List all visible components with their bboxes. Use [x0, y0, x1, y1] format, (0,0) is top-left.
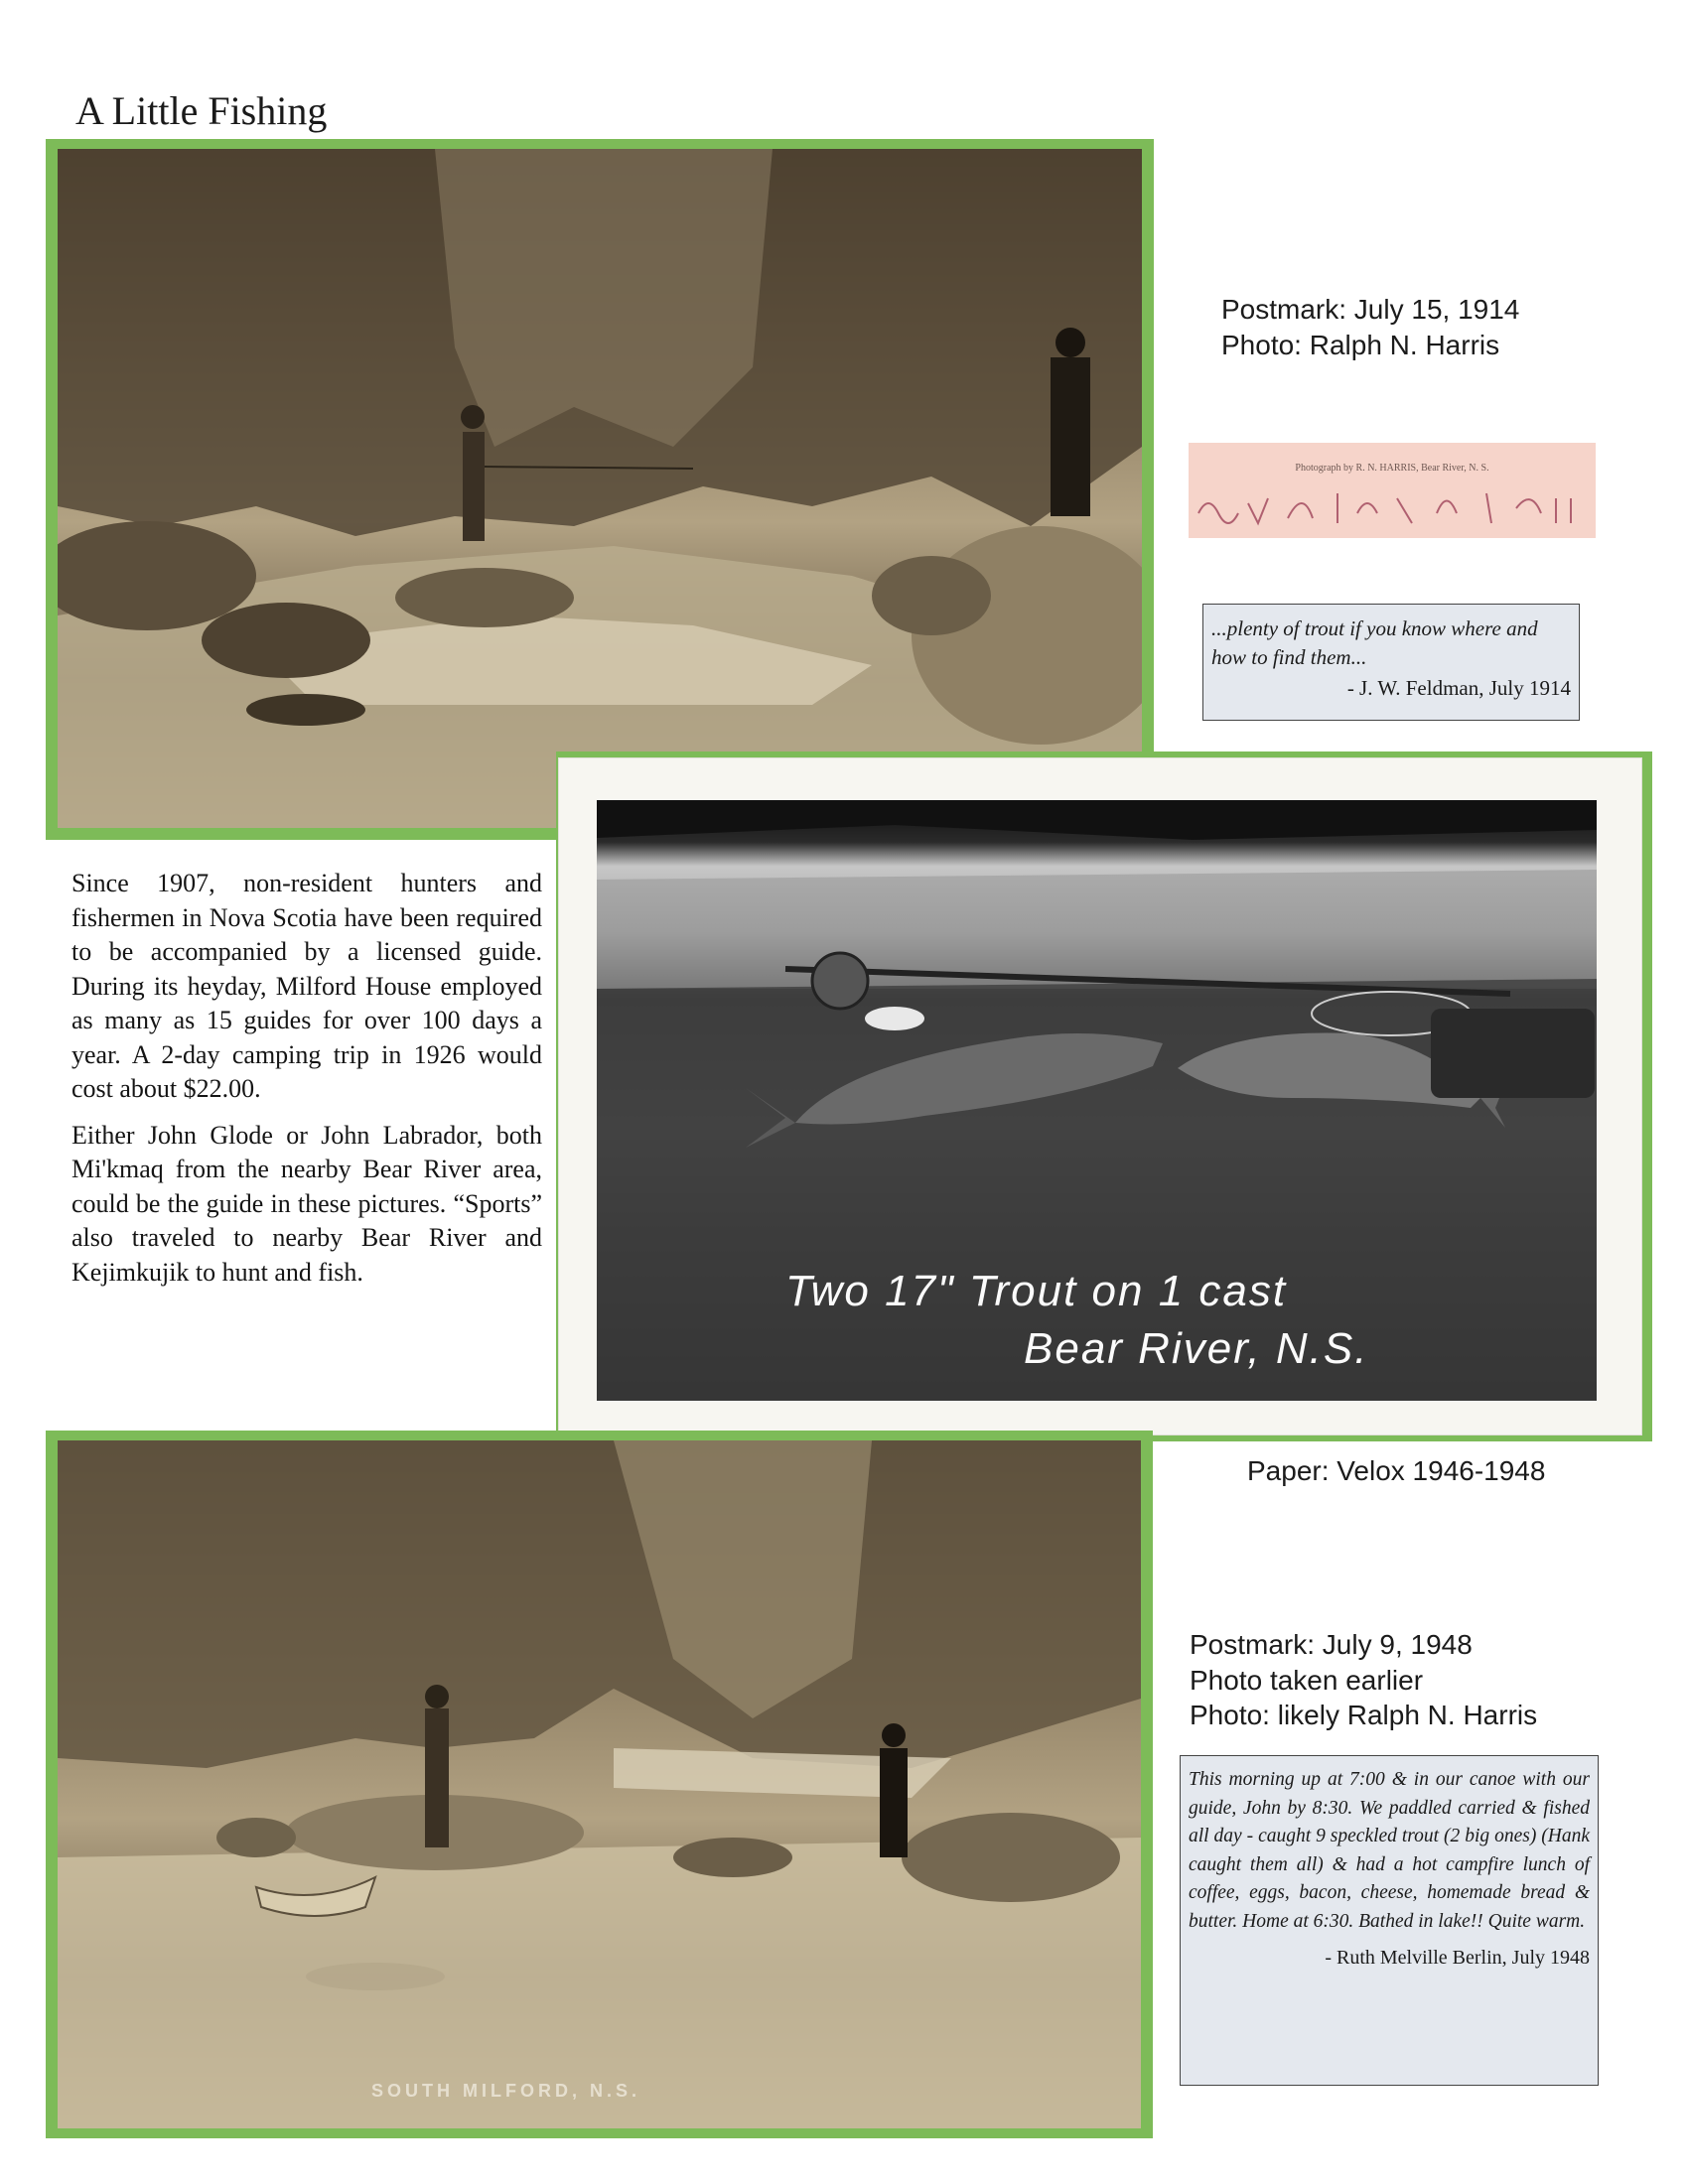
quote-text-berlin: This morning up at 7:00 & in our canoe with our guide, John by 8:30. We paddled carried & fished all day - caught 9 speckled trout (2 big ones) (Hank caught them all) & had a hot campfire lunch of coffee, eggs, bacon, cheese, homemade bread & butter. Home at 6:30. Bathed in lake!! Quite warm. [1189, 1769, 1590, 1932]
fishing-stream-photo-1914 [58, 149, 1142, 828]
body-paragraph-2: Either John Glode or John Labrador, both Mi'kmaq from the nearby Bear River area, could be the guide in these pictures. “Sports” also traveled to nearby Bear River and Kejimkujik to hunt and fish. [71, 1120, 542, 1287]
quote-attribution-berlin: - Ruth Melville Berlin, July 1948 [1325, 1947, 1590, 1969]
photo1-photographer-caption: Photo: Ralph N. Harris [1221, 330, 1500, 360]
photo3-photographer-caption: Photo: likely Ralph N. Harris [1190, 1700, 1538, 1730]
body-text [71, 867, 542, 1301]
photographer-stamp-text: Photograph by R. N. HARRIS, Bear River, N. S. [1295, 463, 1489, 474]
quote-box-berlin [1180, 1755, 1599, 2086]
page-title: A Little Fishing [75, 88, 328, 133]
trout-photo-1948 [597, 800, 1597, 1401]
handwriting-scribble [1189, 474, 1596, 533]
quote-attribution-feldman: - J. W. Feldman, July 1914 [1346, 676, 1571, 700]
trout-handwritten-caption-line2: Bear River, N.S. [1024, 1324, 1369, 1373]
photo3-taken-caption: Photo taken earlier [1190, 1665, 1424, 1696]
photographer-stamp [1189, 443, 1596, 538]
quote-box-feldman [1202, 604, 1580, 721]
canoe-stream-photo [58, 1440, 1141, 2128]
photo3-location-stamp: SOUTH MILFORD, N.S. [371, 2081, 640, 2101]
photo1-postmark-caption: Postmark: July 15, 1914 [1221, 294, 1520, 325]
photo2-paper-caption: Paper: Velox 1946-1948 [1247, 1455, 1546, 1486]
trout-handwritten-caption-line1: Two 17" Trout on 1 cast [785, 1267, 1288, 1315]
photo3-postmark-caption: Postmark: July 9, 1948 [1190, 1629, 1473, 1660]
quote-text-feldman: ...plenty of trout if you know where and how to find them... [1211, 616, 1538, 669]
body-paragraph-1: Since 1907, non-resident hunters and fishermen in Nova Scotia have been required to be accompanied by a licensed guide. During its heyday, Milford House employed as many as 15 guides for over 100 days a year. A 2-day camping trip in 1926 would cost about $22.00. [71, 869, 542, 1103]
